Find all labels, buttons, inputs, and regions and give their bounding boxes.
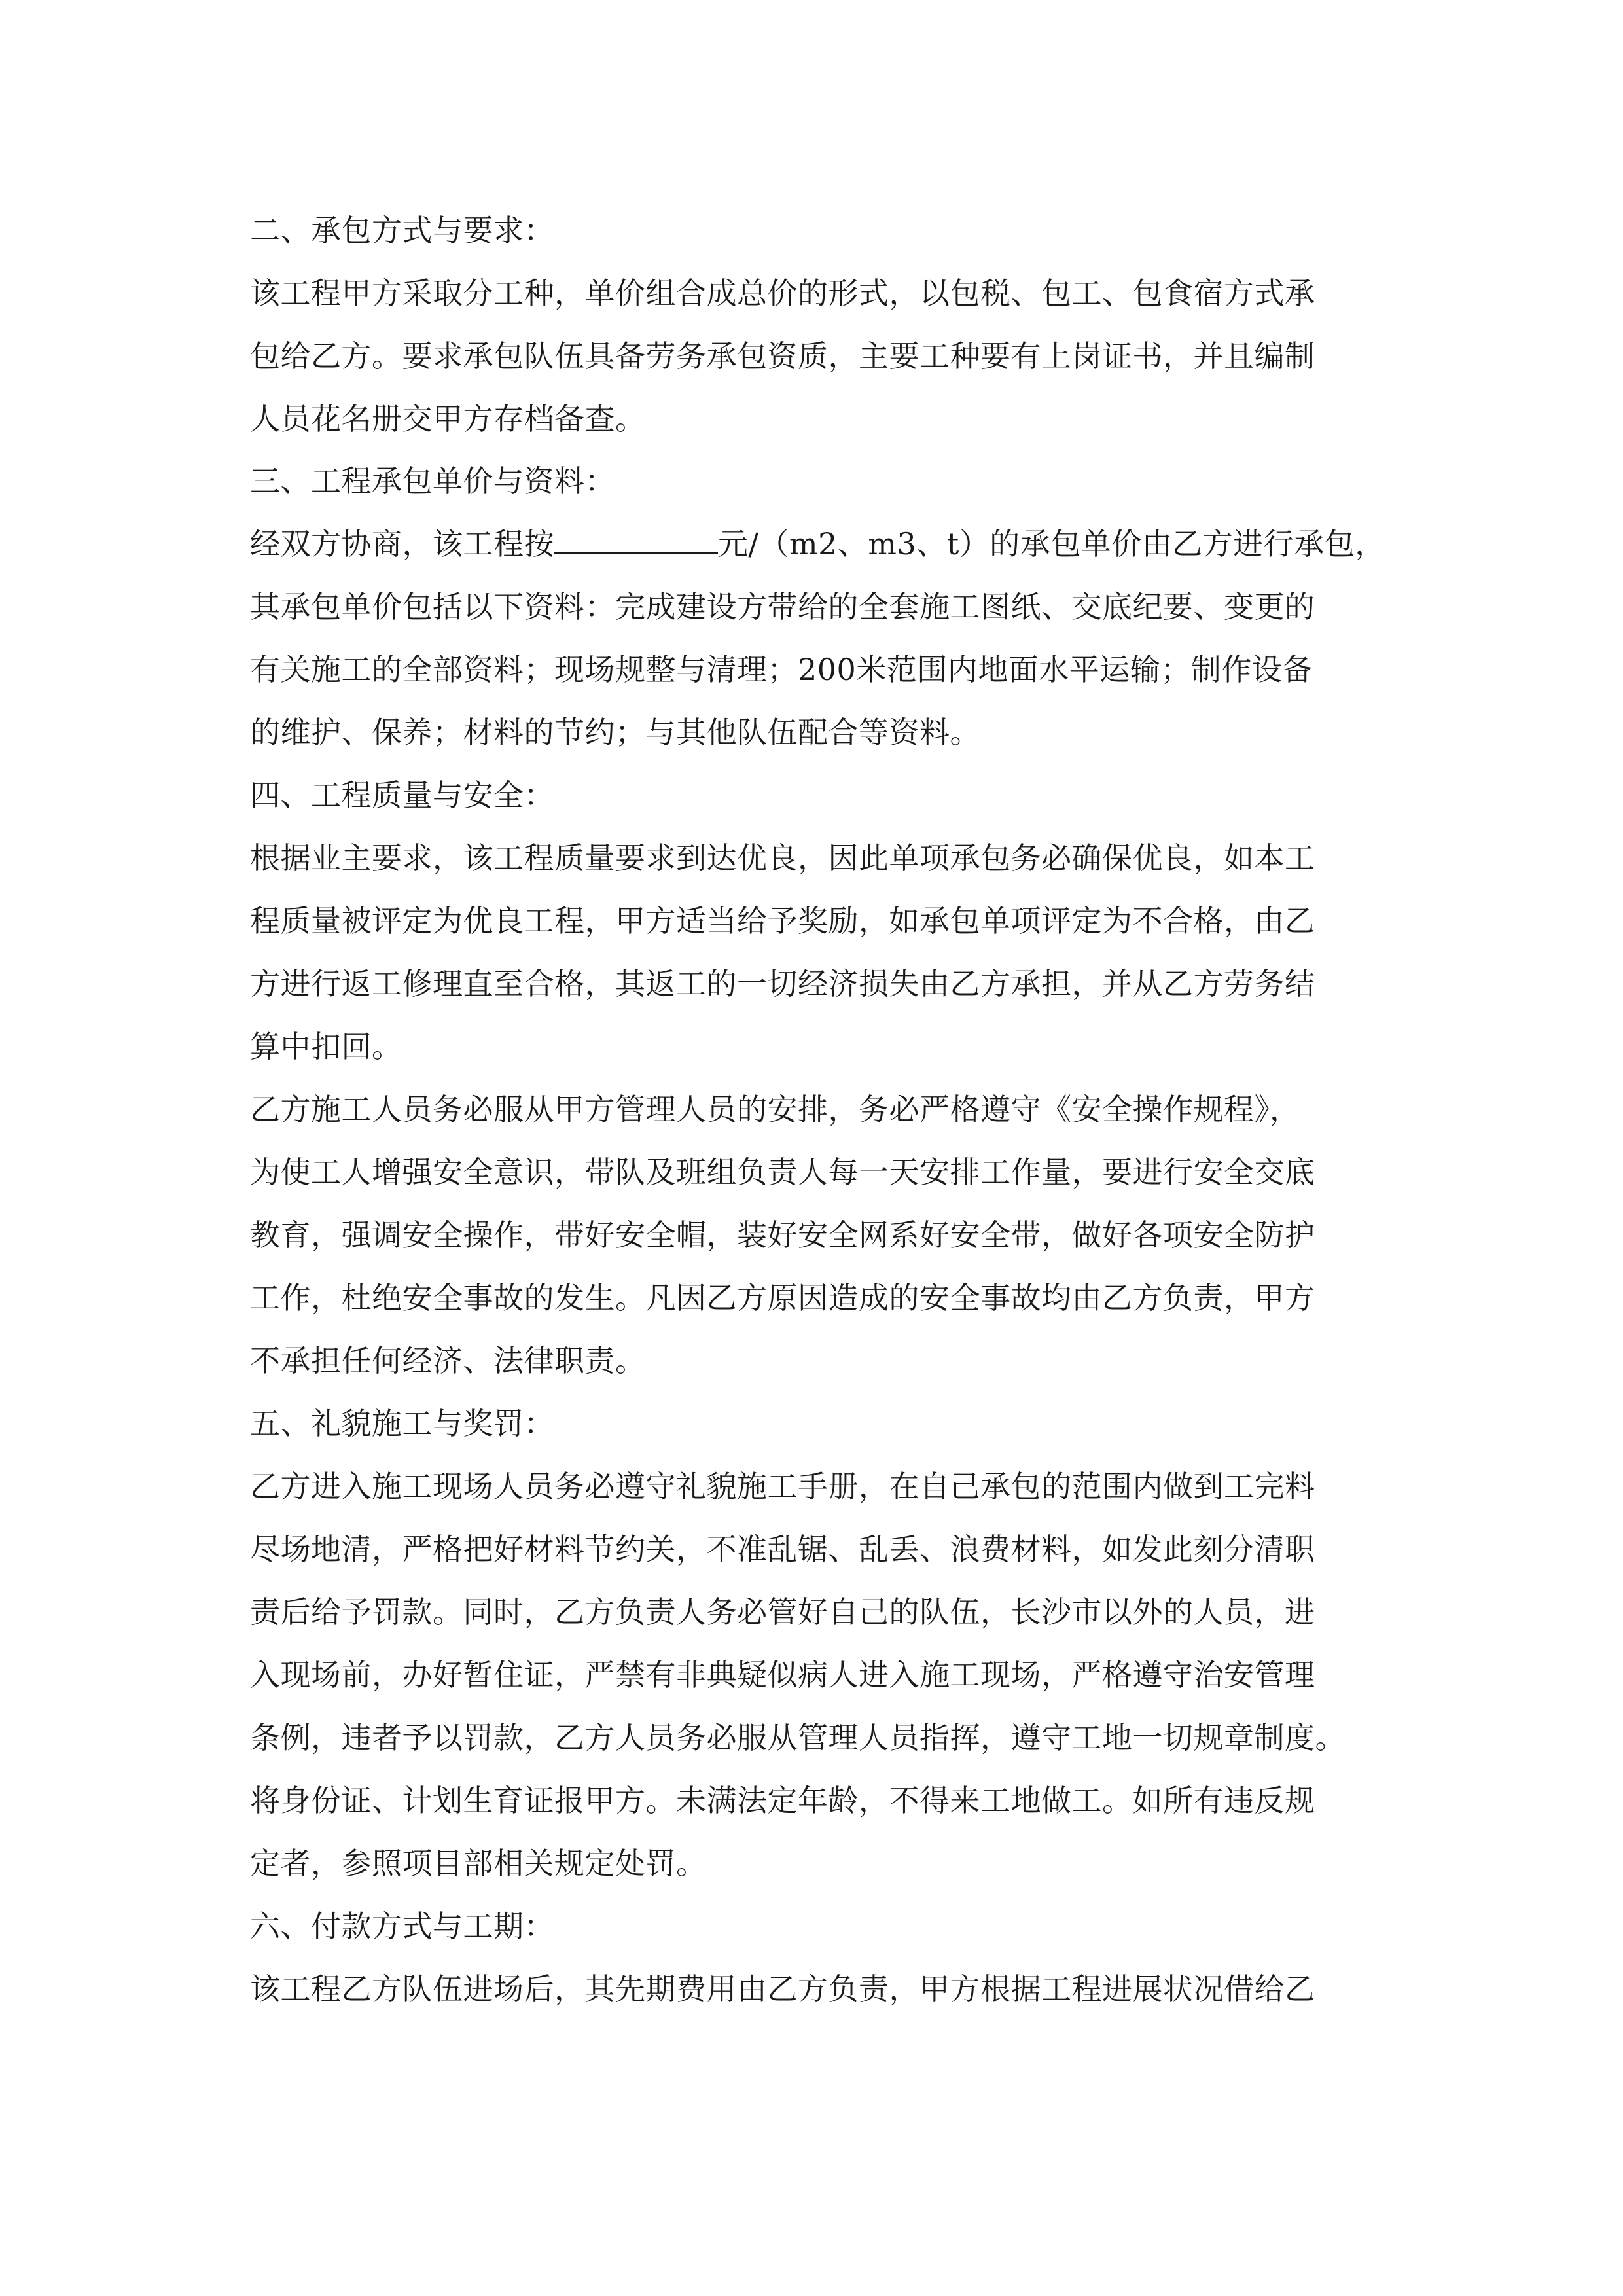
section-heading-5: 五、礼貌施工与奖罚： <box>250 1406 554 1441</box>
paragraph-line: 条例，违者予以罚款，乙方人员务必服从管理人员指挥，遵守工地一切规章制度。 <box>250 1720 1346 1755</box>
paragraph-line: 根据业主要求，该工程质量要求到达优良，因此单项承包务必确保优良，如本工 <box>250 840 1315 876</box>
section-heading-2: 二、承包方式与要求： <box>250 213 554 248</box>
paragraph-line: 该工程乙方队伍进场后，其先期费用由乙方负责，甲方根据工程进展状况借给乙 <box>250 1971 1315 2007</box>
paragraph-line: 定者，参照项目部相关规定处罚。 <box>250 1846 707 1881</box>
paragraph-line: 乙方进入施工现场人员务必遵守礼貌施工手册，在自己承包的范围内做到工完料 <box>250 1469 1315 1504</box>
paragraph-line-with-blank <box>250 521 1385 567</box>
text-after-blank: 元/（m2、m3、t）的承包单价由乙方进行承包， <box>718 526 1385 562</box>
text-before-blank: 经双方协商，该工程按 <box>250 526 554 562</box>
paragraph-line: 不承担任何经济、法律职责。 <box>250 1343 646 1378</box>
paragraph-line: 人员花名册交甲方存档备查。 <box>250 401 646 437</box>
paragraph-line: 尽场地清，严格把好材料节约关，不准乱锯、乱丢、浪费材料，如发此刻分清职 <box>250 1532 1315 1567</box>
paragraph-line: 有关施工的全部资料；现场规整与清理；200米范围内地面水平运输；制作设备 <box>250 652 1313 687</box>
paragraph-line: 责后给予罚款。同时，乙方负责人务必管好自己的队伍，长沙市以外的人员，进 <box>250 1594 1315 1630</box>
paragraph-line: 将身份证、计划生育证报甲方。未满法定年龄，不得来工地做工。如所有违反规 <box>250 1783 1315 1818</box>
unit-price-blank <box>554 524 718 554</box>
section-heading-6: 六、付款方式与工期： <box>250 1909 554 1944</box>
paragraph-line: 工作，杜绝安全事故的发生。凡因乙方原因造成的安全事故均由乙方负责，甲方 <box>250 1280 1315 1316</box>
section-heading-3: 三、工程承包单价与资料： <box>250 463 615 499</box>
section-heading-4: 四、工程质量与安全： <box>250 778 554 813</box>
paragraph-line: 方进行返工修理直至合格，其返工的一切经济损失由乙方承担，并从乙方劳务结 <box>250 966 1315 1001</box>
paragraph-line: 入现场前，办好暂住证，严禁有非典疑似病人进入施工现场，严格遵守治安管理 <box>250 1657 1315 1693</box>
paragraph-line: 为使工人增强安全意识，带队及班组负责人每一天安排工作量，要进行安全交底 <box>250 1155 1315 1190</box>
paragraph-line: 乙方施工人员务必服从甲方管理人员的安排，务必严格遵守《安全操作规程》， <box>250 1092 1300 1127</box>
paragraph-line: 其承包单价包括以下资料：完成建设方带给的全套施工图纸、交底纪要、变更的 <box>250 589 1315 624</box>
paragraph-line: 该工程甲方采取分工种，单价组合成总价的形式，以包税、包工、包食宿方式承 <box>250 276 1315 311</box>
paragraph-line: 算中扣回。 <box>250 1029 402 1064</box>
paragraph-line: 包给乙方。要求承包队伍具备劳务承包资质，主要工种要有上岗证书，并且编制 <box>250 338 1315 374</box>
paragraph-line: 教育，强调安全操作，带好安全帽，装好安全网系好安全带，做好各项安全防护 <box>250 1217 1315 1253</box>
paragraph-line: 程质量被评定为优良工程，甲方适当给予奖励，如承包单项评定为不合格，由乙 <box>250 903 1315 939</box>
paragraph-line: 的维护、保养；材料的节约；与其他队伍配合等资料。 <box>250 715 980 750</box>
